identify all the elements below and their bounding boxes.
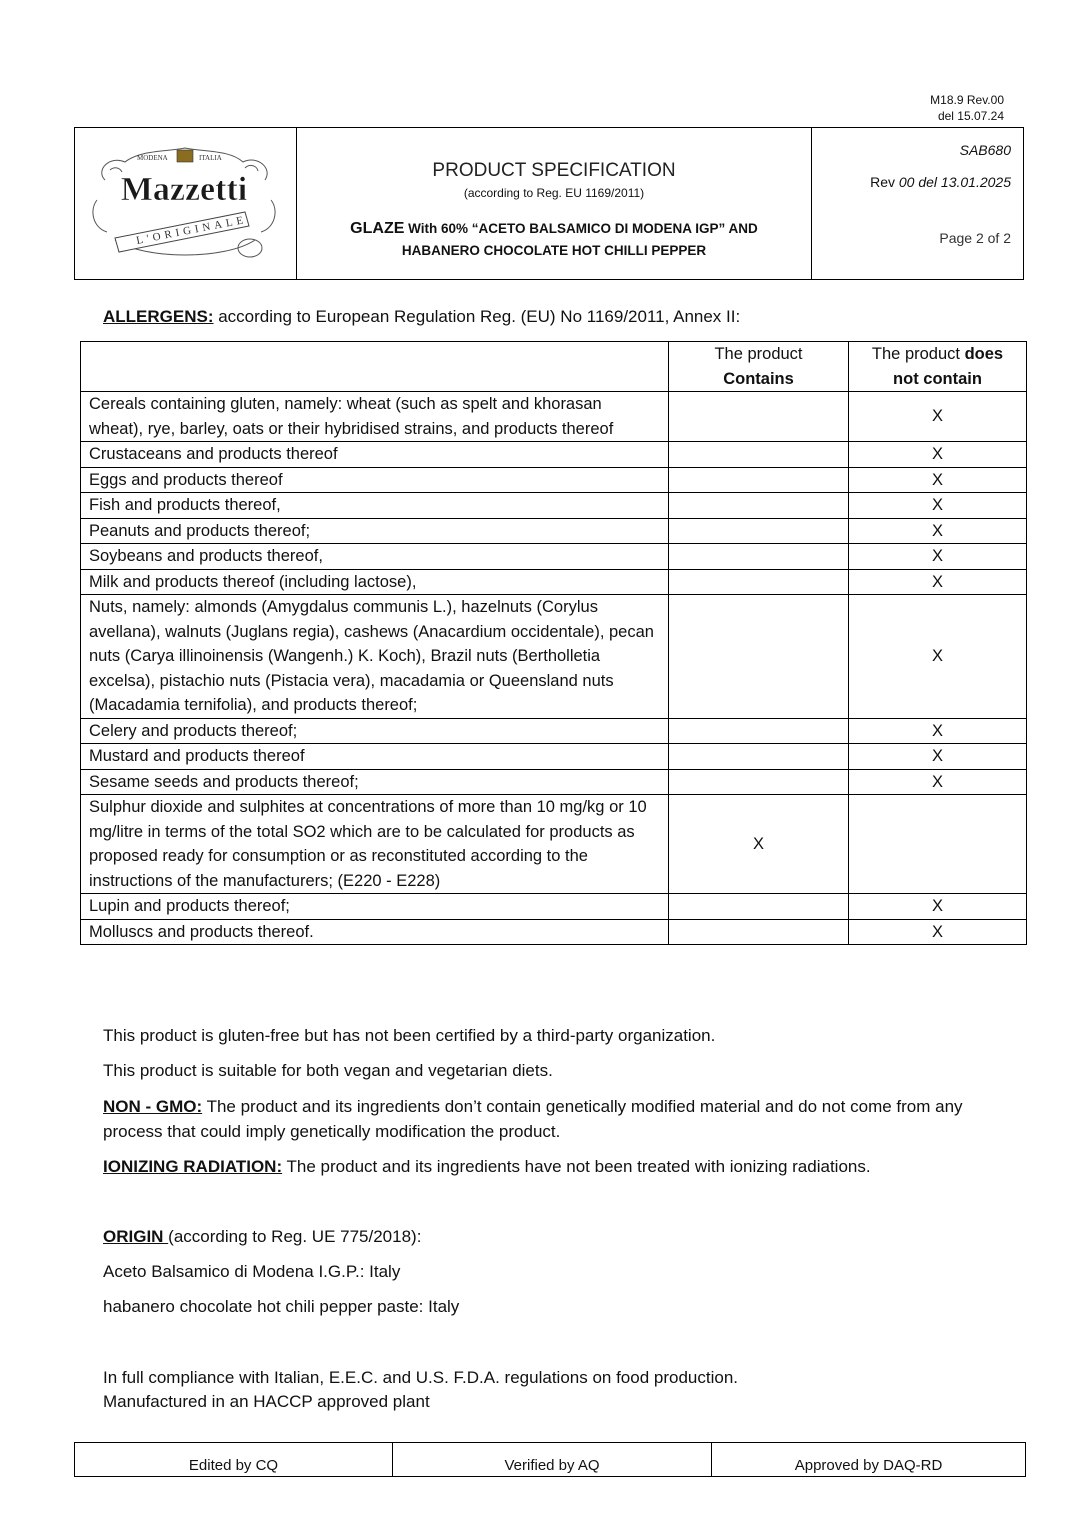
contains-mark [669, 595, 849, 719]
contains-mark [669, 518, 849, 544]
table-row [81, 544, 1027, 570]
origin-heading [103, 1225, 983, 1250]
table-row [81, 795, 1027, 894]
product-prefix: GLAZE [350, 220, 405, 237]
not-contain-mark: X [849, 392, 1027, 442]
allergen-name: Eggs and products thereof [81, 467, 669, 493]
contains-mark [669, 392, 849, 442]
not-contain-mark: X [849, 493, 1027, 519]
product-line2: HABANERO CHOCOLATE HOT CHILLI PEPPER [401, 243, 707, 258]
allergen-name: Cereals containing gluten, namely: wheat (such as spelt and khorasan wheat), rye, barley, oats or their hybridised strains, and products thereof [81, 392, 669, 442]
radiation-text: The product and its ingredients have not been treated with ionizing radiations. [282, 1157, 871, 1176]
allergens-label: ALLERGENS: [103, 307, 214, 326]
table-row [81, 493, 1027, 519]
doc-regulation: (according to Reg. EU 1169/2011) [463, 186, 645, 200]
table-header-row [81, 342, 1027, 392]
header-not-contain: The product does not contain [849, 342, 1027, 392]
document-reference [930, 92, 1004, 124]
svg-text:Mazzetti: Mazzetti [120, 171, 248, 208]
svg-text:ITALIA: ITALIA [199, 154, 222, 162]
contains-mark [669, 919, 849, 945]
not-contain-mark: X [849, 518, 1027, 544]
allergen-name: Milk and products thereof (including lactose), [81, 569, 669, 595]
table-row [81, 718, 1027, 744]
not-contain-mark: X [849, 595, 1027, 719]
origin-label: ORIGIN [103, 1227, 169, 1246]
table-row [81, 518, 1027, 544]
svg-text:L'ORIGINALE: L'ORIGINALE [135, 213, 249, 247]
compliance-line1: In full compliance with Italian, E.E.C. and U.S. F.D.A. regulations on food production. [103, 1368, 739, 1387]
allergen-name: Fish and products thereof, [81, 493, 669, 519]
allergen-name: Mustard and products thereof [81, 744, 669, 770]
origin-line1: Aceto Balsamico di Modena I.G.P.: Italy [103, 1262, 401, 1281]
contains-mark [669, 467, 849, 493]
header-contains: The product Contains [669, 342, 849, 392]
allergen-name: Celery and products thereof; [81, 718, 669, 744]
not-contain-mark: X [849, 544, 1027, 570]
allergen-name: Crustaceans and products thereof [81, 442, 669, 468]
table-row [81, 442, 1027, 468]
gmo-text: The product and its ingredients don’t contain genetically modified material and do not come from any process that could imply genetically modification the product. [103, 1097, 963, 1141]
contains-mark [669, 442, 849, 468]
allergen-name: Sesame seeds and products thereof; [81, 769, 669, 795]
form-code: M18.9 Rev.00 [930, 93, 1004, 107]
verified-by: Verified by AQ [393, 1443, 712, 1477]
contains-mark: X [669, 795, 849, 894]
contains-mark [669, 493, 849, 519]
rev-date: 00 del 13.01.2025 [898, 174, 1011, 190]
allergen-name: Lupin and products thereof; [81, 894, 669, 920]
revision [870, 174, 1011, 190]
doc-title: PRODUCT SPECIFICATION [432, 160, 676, 181]
gmo-label: NON - GMO: [103, 1097, 203, 1116]
radiation-note [103, 1155, 983, 1180]
not-contain-mark: X [849, 718, 1027, 744]
table-row [81, 569, 1027, 595]
product-name [297, 218, 811, 262]
contains-mark [669, 569, 849, 595]
product-line1: With 60% “ACETO BALSAMICO DI MODENA IGP” AND [408, 221, 758, 236]
table-row [81, 894, 1027, 920]
not-contain-mark: X [849, 467, 1027, 493]
allergens-heading [103, 305, 983, 330]
contains-mark [669, 544, 849, 570]
edited-by: Edited by CQ [75, 1443, 393, 1477]
allergen-name: Soybeans and products thereof, [81, 544, 669, 570]
logo-cell [75, 128, 297, 279]
gluten-note: This product is gluten-free but has not been certified by a third-party organization. [103, 1026, 716, 1045]
allergen-name: Sulphur dioxide and sulphites at concentrations of more than 10 mg/kg or 10 mg/litre in terms of the total SO2 which are to be calculated for products as proposed ready for consumption or as reconstituted according to the instructions of the manufacturers; (E220 - E228) [81, 795, 669, 894]
table-row [81, 919, 1027, 945]
allergen-name: Nuts, namely: almonds (Amygdalus communis L.), hazelnuts (Corylus avellana), walnuts (Juglans regia), cashews (Anacardium occidentale), pecan nuts (Carya illinoinensis (Wangenh.) K. Koch), Brazil nuts (Bertholletia excelsa), pistachio nuts (Pistacia vera), macadamia or Queensland nuts (Macadamia ternifolia), and products thereof; [81, 595, 669, 719]
svg-text:MODENA: MODENA [137, 154, 168, 162]
origin-heading-text: (according to Reg. UE 775/2018): [168, 1227, 422, 1246]
meta-cell [812, 128, 1023, 279]
table-row [81, 744, 1027, 770]
table-row [81, 595, 1027, 719]
not-contain-mark [849, 795, 1027, 894]
mazzetti-logo [85, 140, 283, 270]
product-code: SAB680 [959, 142, 1011, 158]
table-row [81, 392, 1027, 442]
not-contain-mark: X [849, 569, 1027, 595]
contains-mark [669, 769, 849, 795]
header-box [74, 127, 1024, 280]
page-number: Page 2 of 2 [939, 230, 1011, 246]
not-contain-mark: X [849, 769, 1027, 795]
not-contain-mark: X [849, 919, 1027, 945]
approved-by: Approved by DAQ-RD [712, 1443, 1026, 1477]
table-row [81, 467, 1027, 493]
allergens-heading-text: according to European Regulation Reg. (EU) No 1169/2011, Annex II: [213, 307, 741, 326]
vegan-note: This product is suitable for both vegan and vegetarian diets. [103, 1061, 553, 1080]
gmo-note [103, 1095, 983, 1144]
signature-table [74, 1442, 1026, 1477]
not-contain-mark: X [849, 744, 1027, 770]
header-empty-cell [81, 342, 669, 392]
not-contain-mark: X [849, 442, 1027, 468]
compliance-line2: Manufactured in an HACCP approved plant [103, 1392, 430, 1411]
title-cell [297, 128, 812, 279]
table-row [81, 769, 1027, 795]
not-contain-mark: X [849, 894, 1027, 920]
allergen-table [80, 341, 1027, 945]
form-date: del 15.07.24 [937, 109, 1004, 123]
rev-prefix: Rev [870, 174, 899, 190]
radiation-label: IONIZING RADIATION: [103, 1157, 283, 1176]
allergen-name: Molluscs and products thereof. [81, 919, 669, 945]
allergen-name: Peanuts and products thereof; [81, 518, 669, 544]
origin-line2: habanero chocolate hot chili pepper paste: Italy [103, 1297, 460, 1316]
contains-mark [669, 894, 849, 920]
contains-mark [669, 718, 849, 744]
contains-mark [669, 744, 849, 770]
